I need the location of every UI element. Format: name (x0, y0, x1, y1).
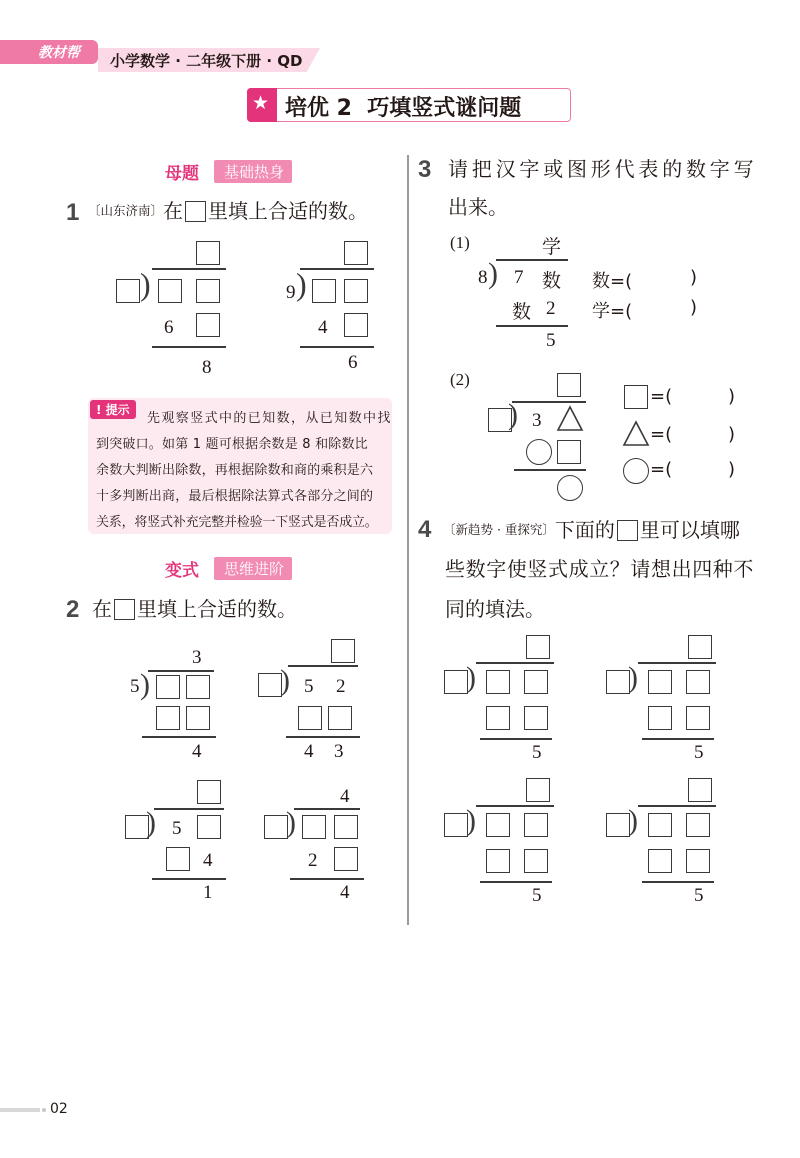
square-shape (624, 385, 648, 409)
blank-box (185, 201, 206, 222)
quotient-box[interactable] (196, 241, 220, 265)
divisor-box[interactable] (444, 670, 468, 694)
dividend-box[interactable] (524, 670, 548, 694)
product-box[interactable] (486, 706, 510, 730)
section-label-mother: 母题 (165, 164, 199, 184)
page-title: 培优 2 巧填竖式谜问题 (285, 96, 522, 121)
tip-line: 到突破口。如第 1 题可根据余数是 8 和除数比 (96, 437, 368, 452)
blank-box (114, 599, 135, 620)
tip-label: ! 提示 (90, 400, 136, 419)
header-series: 小学数学 · 二年级下册 · QD (110, 52, 303, 70)
product-digit: 2 (308, 850, 318, 871)
remainder-digit: 6 (348, 352, 358, 373)
division-bracket: ) (628, 661, 638, 694)
quotient-box[interactable] (197, 780, 221, 804)
division-bracket: ) (280, 664, 290, 697)
dividend-box[interactable] (686, 670, 710, 694)
section-label-variant: 变式 (165, 561, 199, 581)
dividend-box[interactable] (158, 279, 182, 303)
question-3-number: 3 (418, 156, 432, 183)
divisor-box[interactable] (606, 813, 630, 837)
product-box[interactable] (344, 313, 368, 337)
question-4-line1-end: 里可以填哪 (639, 518, 740, 542)
division-bracket: ) (296, 266, 307, 302)
column-divider (407, 155, 409, 925)
answer-2-label: 学=( (592, 301, 633, 322)
question-4-number: 4 (418, 516, 432, 543)
triangle-answer-close: ) (728, 424, 736, 445)
header-brand: 教材帮 (38, 45, 80, 61)
dividend-digit: 5 (304, 676, 314, 697)
question-1-text (88, 199, 368, 223)
product-box[interactable] (166, 847, 190, 871)
divisor-digit: 9 (286, 282, 296, 303)
dividend-char: 数 (542, 270, 562, 292)
triangle-answer-label: =( (650, 424, 673, 445)
division-bracket: ) (146, 806, 156, 839)
remainder-digit: 5 (694, 885, 704, 906)
remainder-digit: 1 (203, 882, 213, 903)
quotient-digit: 3 (192, 647, 202, 668)
triangle-shape (622, 420, 650, 448)
dividend-box[interactable] (686, 813, 710, 837)
product-box[interactable] (156, 706, 180, 730)
product-box[interactable] (686, 849, 710, 873)
footer-dot (42, 1108, 46, 1112)
circle-shape (526, 439, 552, 465)
footer-rule (0, 1108, 40, 1112)
remainder-digit: 4 (340, 882, 350, 903)
remainder-digit: 4 (304, 741, 314, 762)
question-3-line1: 请把汉字或图形代表的数字写 (448, 157, 758, 181)
tip-line: 十多判断出商，最后根据除法算式各部分之间的 (96, 489, 374, 504)
divisor-box[interactable] (116, 279, 140, 303)
quotient-box[interactable] (688, 778, 712, 802)
product-digit: 2 (546, 298, 556, 319)
question-1-number: 1 (66, 199, 80, 226)
product-box[interactable] (196, 313, 220, 337)
division-bracket: ) (488, 257, 498, 290)
dividend-box[interactable] (186, 675, 210, 699)
quotient-box[interactable] (688, 635, 712, 659)
remainder-digit: 8 (202, 357, 212, 378)
dividend-box[interactable] (197, 815, 221, 839)
dividend-box[interactable] (302, 815, 326, 839)
part-label: (2) (450, 370, 470, 389)
triangle-shape (556, 405, 584, 433)
dividend-digit: 3 (532, 410, 542, 431)
product-digit: 4 (318, 317, 328, 338)
section-tag-warmup: 基础热身 (214, 160, 292, 183)
answer-1-label: 数=( (592, 271, 633, 292)
division-bracket: ) (140, 668, 150, 701)
division-bracket: ) (508, 398, 518, 431)
product-char: 数 (512, 301, 532, 323)
product-box[interactable] (686, 706, 710, 730)
product-box[interactable] (524, 706, 548, 730)
division-bracket: ) (628, 804, 638, 837)
dividend-box[interactable] (486, 670, 510, 694)
question-2-text-before: 在 (92, 597, 112, 621)
quotient-box[interactable] (526, 635, 550, 659)
product-digit: 6 (164, 317, 174, 338)
quotient-box[interactable] (526, 778, 550, 802)
product-box[interactable] (186, 706, 210, 730)
product-box[interactable] (298, 706, 322, 730)
divisor-box[interactable] (444, 813, 468, 837)
circle-answer-label: =( (650, 459, 673, 480)
remainder-digit: 3 (334, 741, 344, 762)
product-box[interactable] (328, 706, 352, 730)
page-number: 02 (50, 1101, 68, 1117)
dividend-digit: 7 (514, 267, 524, 288)
square-answer-label: =( (650, 386, 673, 407)
division-bracket: ) (466, 804, 476, 837)
square-shape (557, 373, 581, 397)
dividend-box[interactable] (486, 813, 510, 837)
divisor-digit: 8 (478, 267, 488, 288)
divisor-box[interactable] (258, 673, 282, 697)
divisor-box[interactable] (264, 815, 288, 839)
tip-line: 余数大判断出除数，再根据除数和商的乘积是六 (96, 463, 374, 478)
square-shape (557, 440, 581, 464)
question-4-line2: 些数字使竖式成立？请想出四种不 (445, 557, 754, 581)
blank-box (617, 520, 638, 541)
question-4-source: 〔新趋势 · 重探究〕 (443, 522, 555, 537)
product-digit: 4 (203, 850, 213, 871)
product-box[interactable] (648, 706, 672, 730)
question-2-text (92, 597, 297, 621)
question-2-text-after: 里填上合适的数。 (137, 597, 297, 621)
quotient-char: 学 (542, 236, 562, 258)
tip-line: 关系，将竖式补充完整并检验一下竖式是否成立。 (96, 515, 378, 530)
circle-answer-close: ) (728, 459, 736, 480)
quotient-box[interactable] (344, 241, 368, 265)
question-4-line3: 同的填法。 (445, 597, 545, 621)
remainder-digit: 5 (546, 330, 556, 351)
division-bracket: ) (286, 806, 296, 839)
divisor-box[interactable] (606, 670, 630, 694)
dividend-box[interactable] (524, 813, 548, 837)
dividend-box[interactable] (156, 675, 180, 699)
dividend-box[interactable] (648, 670, 672, 694)
question-1-source: 〔山东济南〕 (88, 203, 164, 218)
question-4-line1-after: 下面的 (554, 518, 615, 542)
part-label: (1) (450, 233, 470, 252)
dividend-box[interactable] (648, 813, 672, 837)
division-bracket: ) (140, 266, 151, 302)
product-box[interactable] (524, 849, 548, 873)
question-3-line2: 出来。 (448, 195, 508, 219)
remainder-digit: 4 (192, 741, 202, 762)
question-2-number: 2 (66, 596, 80, 623)
dividend-digit: 2 (336, 676, 346, 697)
question-4-line1 (443, 518, 740, 542)
dividend-box[interactable] (312, 279, 336, 303)
square-answer-close: ) (728, 386, 736, 407)
answer-2-close: ) (690, 297, 698, 318)
division-bracket: ) (466, 661, 476, 694)
remainder-digit: 5 (532, 885, 542, 906)
remainder-digit: 5 (694, 742, 704, 763)
product-box[interactable] (648, 849, 672, 873)
product-box[interactable] (486, 849, 510, 873)
question-1-text-before: 在 (163, 199, 184, 223)
star-icon: ★ (252, 92, 270, 114)
divisor-digit: 5 (130, 676, 140, 697)
answer-1-close: ) (690, 267, 698, 288)
quotient-box[interactable] (331, 639, 355, 663)
circle-shape (623, 458, 649, 484)
section-tag-advanced: 思维进阶 (214, 557, 292, 580)
question-1-text-after: 里填上合适的数。 (208, 199, 369, 223)
dividend-box[interactable] (344, 279, 368, 303)
dividend-box[interactable] (196, 279, 220, 303)
product-box[interactable] (334, 847, 358, 871)
dividend-digit: 5 (172, 818, 182, 839)
remainder-digit: 5 (532, 742, 542, 763)
circle-shape (557, 475, 583, 501)
dividend-box[interactable] (334, 815, 358, 839)
quotient-digit: 4 (340, 786, 350, 807)
tip-line: 先观察竖式中的已知数，从已知数中找 (147, 411, 392, 426)
